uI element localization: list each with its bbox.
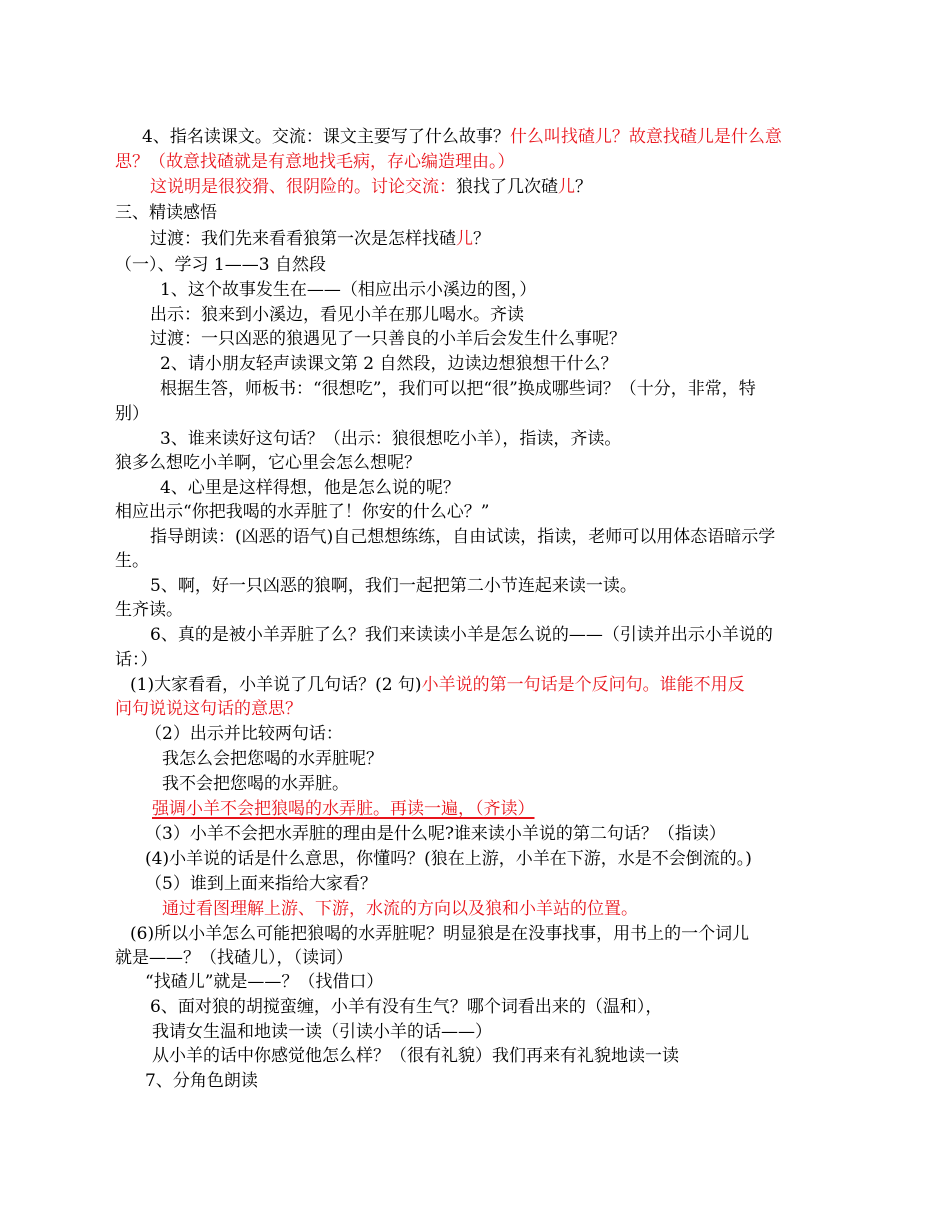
text: 出示：狼来到小溪边，看见小羊在那儿喝水。齐读 — [150, 305, 524, 325]
line-8 — [150, 304, 524, 327]
text: 狼多么想吃小羊啊，它心里会怎么想呢？ — [115, 453, 421, 473]
text: 话：） — [115, 650, 158, 670]
line-19 — [150, 575, 637, 598]
line-14 — [115, 452, 421, 475]
text: 生。 — [115, 551, 149, 571]
text: 我怎么会把您喝的水弄脏呢？ — [162, 749, 383, 769]
text: （5）谁到上面来指给大家看？ — [145, 874, 377, 894]
line-12 — [115, 403, 149, 426]
line-18 — [115, 550, 149, 573]
line-25 — [145, 723, 343, 746]
text: ？ — [575, 177, 592, 197]
text: 1、这个故事发生在——（相应出示小溪边的图，） — [160, 280, 537, 300]
line-38 — [152, 1045, 679, 1068]
line-17 — [150, 526, 775, 549]
line-29 — [145, 823, 726, 846]
line-27 — [162, 773, 349, 796]
line-24 — [115, 698, 302, 721]
line-5 — [150, 228, 490, 251]
line-34 — [115, 947, 353, 970]
line-20 — [115, 599, 183, 622]
text: (1)大家看看，小羊说了几句话？(2 句) — [130, 675, 422, 695]
line-26 — [162, 748, 383, 771]
text: 7、分角色朗读 — [145, 1071, 258, 1091]
text: 三、精读感悟 — [115, 203, 217, 223]
text: 2、请小朋友轻声读课文第 2 自然段，边读边想狼想干什么？ — [160, 354, 618, 374]
text: 过渡：一只凶恶的狼遇见了一只善良的小羊后会发生什么事呢？ — [150, 329, 626, 349]
line-2 — [115, 151, 515, 174]
line-3 — [150, 176, 592, 199]
text-red: 思？（故意找碴就是有意地找毛病，存心编造理由。） — [115, 152, 515, 172]
text: 4、指名读课文。交流：课文主要写了什么故事？ — [142, 127, 510, 147]
text: （2）出示并比较两句话： — [145, 724, 343, 744]
text: 从小羊的话中你感觉他怎么样？（很有礼貌）我们再来有礼貌地读一读 — [152, 1046, 679, 1066]
text-red: 这说明是很狡猾、很阴险的。讨论交流： — [150, 177, 456, 197]
text-red: 通过看图理解上游、下游，水流的方向以及狼和小羊站的位置。 — [162, 899, 638, 919]
text: （一）、学习 1——3 自然段 — [115, 255, 326, 275]
text-red: 儿 — [558, 177, 575, 197]
text: 狼找了几次碴 — [456, 177, 558, 197]
text: 我请女生温和地读一读（引读小羊的话——） — [152, 1022, 492, 1042]
line-28 — [152, 798, 535, 821]
text-red: 问句说说这句话的意思？ — [115, 699, 302, 719]
text: （3）小羊不会把水弄脏的理由是什么呢?谁来读小羊说的第二句话？（指读） — [145, 824, 726, 844]
line-13 — [160, 428, 621, 451]
text: 6、面对狼的胡搅蛮缠，小羊有没有生气？哪个词看出来的（温和）， — [150, 997, 663, 1017]
text: 就是——？（找碴儿），（读词） — [115, 948, 353, 968]
text-red-underlined: 强调小羊不会把狼喝的水弄脏。再读一遍，（齐读） — [152, 799, 535, 819]
text: 过渡：我们先来看看狼第一次是怎样找碴 — [150, 229, 456, 249]
line-1 — [142, 126, 782, 149]
line-33 — [130, 923, 749, 946]
text: 4、心里是这样得想，他是怎么说的呢？ — [160, 478, 460, 498]
text: 我不会把您喝的水弄脏。 — [162, 774, 349, 794]
text: 生齐读。 — [115, 600, 183, 620]
text-red: 什么叫找碴儿？故意找碴儿是什么意 — [509, 127, 782, 147]
text-red: 儿 — [456, 229, 473, 249]
text: ？ — [473, 229, 490, 249]
line-10 — [160, 353, 617, 376]
text: 指导朗读：(凶恶的语气)自己想想练练，自由试读，指读，老师可以用体态语暗示学 — [150, 527, 776, 547]
text: 6、真的是被小羊弄脏了么？我们来读读小羊是怎么说的——（引读并出示小羊说的 — [150, 625, 773, 645]
line-15 — [160, 477, 460, 500]
text: 别） — [115, 404, 149, 424]
section-heading — [115, 202, 217, 225]
subsection-heading — [115, 254, 326, 277]
line-35 — [145, 971, 383, 994]
line-30 — [145, 848, 752, 871]
line-22 — [115, 649, 158, 672]
text: 5、啊，好一只凶恶的狼啊，我们一起把第二小节连起来读一读。 — [150, 576, 637, 596]
text: 相应出示“你把我喝的水弄脏了！你安的什么心？” — [115, 502, 490, 522]
text: 3、谁来读好这句话？（出示：狼很想吃小羊），指读，齐读。 — [160, 429, 622, 449]
line-39 — [145, 1070, 258, 1093]
line-37 — [152, 1021, 492, 1044]
line-21 — [150, 624, 773, 647]
line-7 — [160, 279, 536, 302]
text: 根据生答，师板书：“很想吃”，我们可以把“很”换成哪些词？（十分，非常，特 — [160, 379, 756, 399]
text: (4)小羊说的话是什么意思，你懂吗？(狼在上游，小羊在下游，水是不会倒流的。) — [145, 849, 752, 869]
line-32 — [162, 898, 638, 921]
line-16 — [115, 501, 489, 524]
text: (6)所以小羊怎么可能把狼喝的水弄脏呢？明显狼是在没事找事，用书上的一个词儿 — [130, 924, 750, 944]
line-23 — [130, 674, 745, 697]
line-36 — [150, 996, 662, 1019]
text: “找碴儿”就是——？（找借口） — [145, 972, 384, 992]
line-31 — [145, 873, 377, 896]
line-9 — [150, 328, 626, 351]
line-11 — [160, 378, 756, 401]
text-red: 小羊说的第一句话是个反问句。谁能不用反 — [421, 675, 745, 695]
